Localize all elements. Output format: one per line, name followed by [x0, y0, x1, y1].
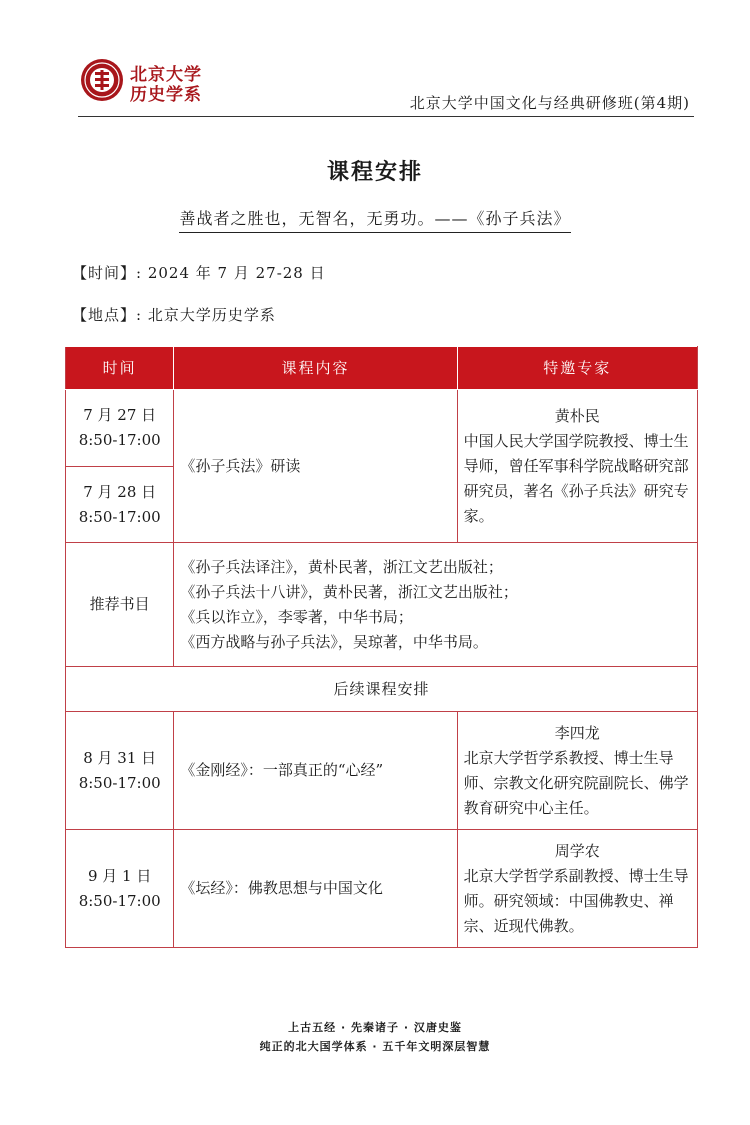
book-item: 《西方战略与孙子兵法》，吴琼著，中华书局。 [180, 632, 488, 651]
session1-day1 [66, 390, 174, 467]
table-row [66, 390, 698, 467]
followup-title: 后续课程安排 [66, 667, 698, 712]
session1-date1: 7 月 27 日 [83, 406, 157, 424]
session1-time1: 8:50-17:00 [78, 431, 161, 449]
book-item: 《孙子兵法十八讲》，黄朴民著，浙江文艺出版社； [180, 582, 518, 601]
session2-expert-desc: 北京大学哲学系教授、博士生导师、宗教文化研究院副院长、佛学教育研究中心主任。 [463, 748, 689, 817]
quote [0, 206, 750, 233]
books-list [174, 543, 698, 667]
session3-content: 《坛经》：佛教思想与中国文化 [174, 830, 457, 948]
session2-expert-name: 李四龙 [554, 723, 600, 742]
book-item: 《孙子兵法译注》，黄朴民著，浙江文艺出版社； [180, 557, 503, 576]
session3-date: 9 月 1 日 [87, 866, 152, 885]
table-row [66, 830, 698, 948]
info-time: 【时间】: 2024 年 7 月 27-28 日 [72, 264, 326, 282]
session2-hours: 8:50-17:00 [78, 773, 161, 792]
session1-expert-desc: 中国人民大学国学院教授、博士生导师，曾任军事科学院战略研究部研究员，著名《孙子兵法》研究专家。 [463, 431, 689, 525]
page-title: 课程安排 [326, 160, 423, 185]
session1-content: 《孙子兵法》研读 [174, 390, 457, 543]
header-expert: 特邀专家 [457, 347, 697, 390]
logo-text-department: 历史学系 [130, 85, 202, 105]
session3-expert-desc: 北京大学哲学系副教授、博士生导师。研究领域：中国佛教史、禅宗、近现代佛教。 [463, 866, 689, 935]
header-divider [78, 116, 694, 117]
table-header-row [66, 347, 698, 390]
books-label: 推荐书目 [66, 543, 174, 667]
info-place: 【地点】: 北京大学历史学系 [72, 306, 276, 324]
session1-expert [457, 390, 697, 543]
logo-text-university: 北京大学 [130, 65, 202, 85]
session3-expert-name: 周学农 [554, 841, 600, 860]
session3-expert [457, 830, 697, 948]
footer-line2: 纯正的北大国学体系 · 五千年文明深层智慧 [259, 1040, 491, 1053]
pku-history-logo [78, 56, 288, 106]
session3-hours: 8:50-17:00 [78, 891, 161, 910]
book-item: 《兵以诈立》，李零著，中华书局； [180, 607, 413, 626]
session1-date2: 7 月 28 日 [83, 482, 157, 501]
header-time: 时间 [66, 347, 174, 390]
session2-content: 《金刚经》：一部真正的“心经” [174, 712, 457, 830]
table-row [66, 667, 698, 712]
program-title: 北京大学中国文化与经典研修班(第4期) [409, 94, 690, 112]
page-header [78, 56, 694, 118]
session2-expert [457, 712, 697, 830]
schedule-table [65, 346, 698, 948]
session1-day2 [66, 467, 174, 543]
session1-expert-name: 黄朴民 [554, 406, 600, 425]
session1-time2: 8:50-17:00 [78, 507, 161, 526]
quote-text: 善战者之胜也，无智名，无勇功。——《孙子兵法》 [179, 206, 570, 233]
footer-line1: 上古五经 · 先秦诸子 · 汉唐史鉴 [288, 1021, 462, 1034]
table-row [66, 543, 698, 667]
session3-time [66, 830, 174, 948]
table-row [66, 712, 698, 830]
session2-date: 8 月 31 日 [83, 748, 157, 767]
pku-seal-icon [80, 58, 124, 102]
header-content: 课程内容 [174, 347, 457, 390]
session2-time [66, 712, 174, 830]
